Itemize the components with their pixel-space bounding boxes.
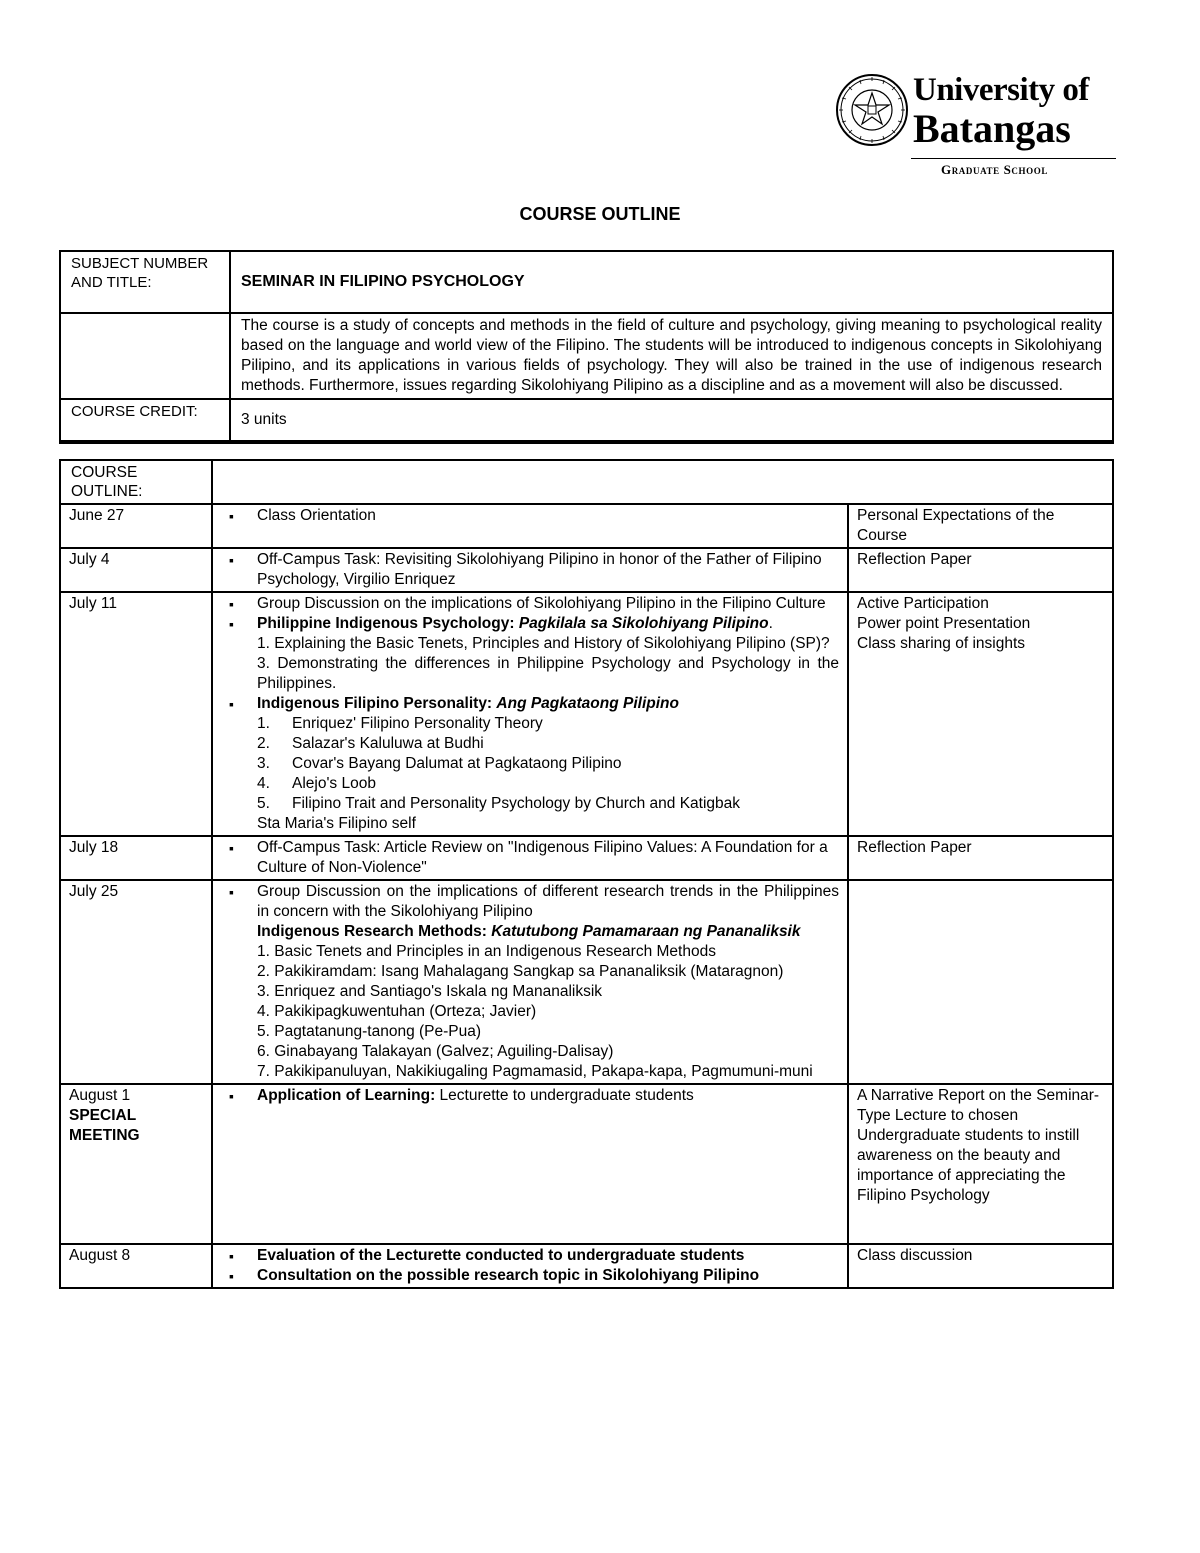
sub-line: 4. Pakikipagkuwentuhan (Orteza; Javier) — [257, 1003, 537, 1020]
sub-line: 7. Pakikipanuluyan, Nakikiugaling Pagmamasid, Pakapa-kapa, Pagmumuni-muni — [257, 1063, 813, 1080]
sub-line: 3. Demonstrating the differences in Philippine Psychology and Psychology in the Philippines. — [257, 655, 839, 692]
row-requirement: Reflection Paper — [848, 548, 1113, 592]
subject-title: SEMINAR IN FILIPINO PSYCHOLOGY — [230, 251, 1113, 313]
date-text: August 1 — [69, 1087, 131, 1104]
logo-divider — [911, 158, 1116, 159]
special-meeting-label: SPECIAL MEETING — [69, 1107, 140, 1144]
row-topic — [212, 504, 848, 548]
logo-university-of: University of — [913, 72, 1089, 108]
row-date: August 8 — [60, 1244, 212, 1288]
row-topic — [212, 1084, 848, 1244]
item-number: 3. — [257, 755, 270, 772]
topic-item: ▪ Group Discussion on the implications of Sikolohiyang Pilipino in the Filipino Culture — [221, 594, 839, 614]
topic-item: ▪ Consultation on the possible research topic in Sikolohiyang Pilipino — [221, 1266, 839, 1286]
topic-heading — [221, 922, 839, 942]
item-number: 2. — [257, 735, 270, 752]
topic-item: ▪ Class Orientation — [221, 506, 839, 526]
outline-header-row — [60, 460, 1113, 504]
numbered-item — [221, 714, 839, 734]
logo-batangas: Batangas — [913, 106, 1071, 151]
item-text: Alejo's Loob — [292, 775, 376, 792]
table-row — [60, 1244, 1113, 1288]
heading-bold: Indigenous Research Methods: — [257, 923, 492, 940]
logo-graduate-school: Graduate School — [941, 162, 1048, 177]
heading-italic: Katutubong Pamamaraan ng Pananaliksik — [491, 923, 801, 940]
item-text: Salazar's Kaluluwa at Budhi — [292, 735, 484, 752]
row-date: July 11 — [60, 592, 212, 836]
university-seal-icon — [835, 73, 909, 147]
sub-line: 5. Pagtatanung-tanong (Pe-Pua) — [257, 1023, 482, 1040]
row-requirement: Class discussion — [848, 1244, 1113, 1288]
credit-label: COURSE CREDIT: — [60, 399, 230, 442]
numbered-item — [221, 794, 839, 814]
sub-line: 6. Ginabayang Talakayan (Galvez; Aguiling-Dalisay) — [257, 1043, 614, 1060]
item-number: 4. — [257, 775, 270, 792]
course-description: The course is a study of concepts and methods in the field of culture and psychology, giving meaning to psychological reality based on the language and world view of the Filipino. The students will be introduced to indigenous concepts in Sikolohiyang Pilipino, and its applications in various fields of psychology. They will also be trained in the use of indigenous research methods. Furthermore, issues regarding Sikolohiyang Pilipino as a discipline and as a movement will also be discussed. — [230, 313, 1113, 399]
row-requirement: Reflection Paper — [848, 836, 1113, 880]
row-date: July 18 — [60, 836, 212, 880]
heading-bold: Indigenous Filipino Personality: — [257, 695, 497, 712]
row-requirement: Personal Expectations of the Course — [848, 504, 1113, 548]
credit-value: 3 units — [230, 399, 1113, 442]
row-date — [60, 1084, 212, 1244]
sub-line: Sta Maria's Filipino self — [257, 815, 416, 832]
item-text: Covar's Bayang Dalumat at Pagkataong Pilipino — [292, 755, 622, 772]
sub-line: 1. Basic Tenets and Principles in an Indigenous Research Methods — [257, 943, 716, 960]
row-topic — [212, 1244, 848, 1288]
subject-label: SUBJECT NUMBER AND TITLE: — [60, 251, 230, 313]
heading-bold: Philippine Indigenous Psychology: — [257, 615, 519, 632]
requirement-line: Power point Presentation — [857, 615, 1031, 632]
heading-end: . — [768, 615, 773, 632]
table-row — [60, 1084, 1113, 1244]
topic-item: ▪ Off-Campus Task: Revisiting Sikolohiyang Pilipino in honor of the Father of Filipino Psychology, Virgilio Enriquez — [221, 550, 839, 590]
topic-item: ▪ Evaluation of the Lecturette conducted to undergraduate students — [221, 1246, 839, 1266]
row-topic — [212, 592, 848, 836]
row-date: June 27 — [60, 504, 212, 548]
topic-item: ▪ Group Discussion on the implications of different research trends in the Philippines in concern with the Sikolohiyang Pilipino — [221, 882, 839, 922]
sub-line: 1. Explaining the Basic Tenets, Principles and History of Sikolohiyang Pilipino (SP)? — [257, 635, 830, 652]
heading-italic: Pagkilala sa Sikolohiyang Pilipino — [518, 615, 769, 632]
heading-italic: Ang Pagkataong Pilipino — [496, 695, 679, 712]
item-number: 1. — [257, 715, 270, 732]
item-number: 5. — [257, 795, 270, 812]
row-date: July 25 — [60, 880, 212, 1084]
numbered-item — [221, 734, 839, 754]
topic-text: Lecturette to undergraduate students — [435, 1087, 694, 1104]
numbered-item — [221, 774, 839, 794]
row-topic — [212, 880, 848, 1084]
topic-item-heading — [221, 614, 839, 634]
page-title: COURSE OUTLINE — [519, 204, 681, 224]
subject-row — [60, 251, 1113, 313]
table-row — [60, 836, 1113, 880]
row-requirement — [848, 592, 1113, 836]
row-requirement: A Narrative Report on the Seminar-Type Lecture to chosen Undergraduate students to instill awareness on the beauty and importance of appreciating the Filipino Psychology — [848, 1084, 1113, 1244]
sub-line: 3. Enriquez and Santiago's Iskala ng Mananaliksik — [257, 983, 603, 1000]
course-outline-table — [59, 459, 1114, 1289]
description-label-empty — [60, 313, 230, 399]
description-row — [60, 313, 1113, 399]
requirement-line: Class sharing of insights — [857, 635, 1025, 652]
row-date: July 4 — [60, 548, 212, 592]
outline-label: COURSE OUTLINE: — [60, 460, 212, 504]
topic-bold: Application of Learning: — [257, 1087, 436, 1104]
university-logo — [835, 70, 1120, 180]
row-topic — [212, 548, 848, 592]
row-requirement-empty — [848, 880, 1113, 1084]
outline-header-empty — [212, 460, 1113, 504]
item-text: Enriquez' Filipino Personality Theory — [292, 715, 543, 732]
row-topic — [212, 836, 848, 880]
topic-item-heading — [221, 694, 839, 714]
item-text: Filipino Trait and Personality Psychology by Church and Katigbak — [292, 795, 741, 812]
sub-line: 2. Pakikiramdam: Isang Mahalagang Sangkap sa Pananaliksik (Mataragnon) — [257, 963, 784, 980]
course-header-table — [59, 250, 1114, 444]
numbered-item — [221, 754, 839, 774]
table-row — [60, 548, 1113, 592]
topic-item — [221, 1086, 839, 1106]
table-row — [60, 504, 1113, 548]
credit-row — [60, 399, 1113, 442]
table-row — [60, 592, 1113, 836]
table-row — [60, 880, 1113, 1084]
requirement-line: Active Participation — [857, 595, 989, 612]
topic-item: ▪ Off-Campus Task: Article Review on "Indigenous Filipino Values: A Foundation for a Culture of Non-Violence" — [221, 838, 839, 878]
